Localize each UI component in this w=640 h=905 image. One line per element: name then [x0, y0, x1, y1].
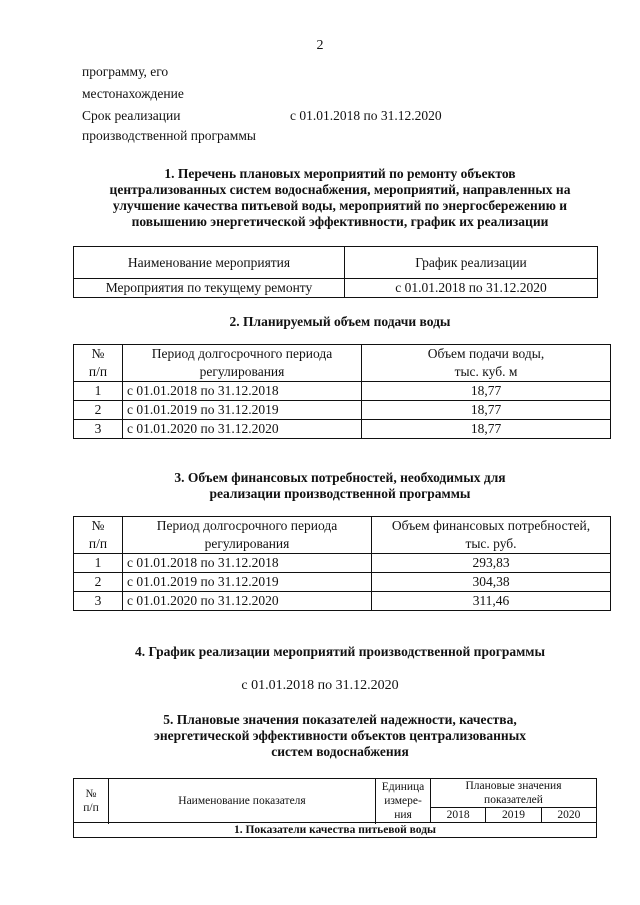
cell-num: 3	[74, 420, 123, 439]
cell-volume: 18,77	[362, 382, 611, 401]
header-indicator: Наименование показателя	[109, 779, 376, 823]
header-num-line: №	[85, 787, 97, 800]
table-row	[74, 279, 598, 298]
table-header-row	[74, 345, 611, 382]
cell-num: 2	[74, 401, 123, 420]
table-row	[74, 401, 611, 420]
section5-table	[73, 778, 597, 838]
header-num-line: п/п	[88, 536, 108, 551]
section5-title-line: энергетической эффективности объектов централизованных	[153, 728, 526, 743]
cell-period: с 01.01.2018 по 31.12.2018	[123, 382, 362, 401]
header-volume	[362, 345, 611, 382]
table-row	[74, 592, 611, 611]
cell-num: 3	[74, 592, 123, 611]
intro-line-1: программу, его	[82, 64, 169, 79]
table-row	[74, 573, 611, 592]
cell-num: 1	[74, 382, 123, 401]
header-period-line: регулирования	[199, 364, 285, 379]
table-row	[74, 420, 611, 439]
cell-finance: 304,38	[372, 573, 611, 592]
table-header-row	[74, 517, 611, 554]
cell-num: 2	[74, 573, 123, 592]
header-period-line: Период долгосрочного периода	[151, 346, 333, 361]
section3-table	[73, 516, 611, 611]
table-header-row	[74, 247, 598, 279]
cell-finance: 293,83	[372, 554, 611, 573]
section3-title-line: реализации производственной программы	[209, 486, 471, 501]
term-value: с 01.01.2018 по 31.12.2020	[290, 108, 442, 123]
header-period-line: Период долгосрочного периода	[156, 518, 338, 533]
header-num-line: п/п	[83, 801, 99, 814]
header-year: 2018	[431, 808, 486, 823]
table-subheader-row	[74, 823, 597, 838]
cell-volume: 18,77	[362, 420, 611, 439]
header-plan-line: показателей	[484, 794, 543, 806]
section1-title-line: повышению энергетической эффективности, график их реализации	[131, 214, 549, 229]
header-measure: Наименование мероприятия	[74, 247, 345, 279]
section1-title-line: 1. Перечень плановых мероприятий по ремонту объектов	[164, 166, 516, 181]
cell-period: с 01.01.2020 по 31.12.2020	[123, 420, 362, 439]
cell-num: 1	[74, 554, 123, 573]
section2-table	[73, 344, 611, 439]
header-plan-line: Плановые значения	[465, 780, 562, 792]
term-label: Срок реализации	[82, 108, 181, 123]
cell-period: с 01.01.2018 по 31.12.2018	[123, 554, 372, 573]
header-volume-line: тыс. куб. м	[454, 364, 518, 379]
section4-title: 4. График реализации мероприятий производственной программы	[134, 644, 546, 659]
header-unit-line: Единица	[381, 780, 425, 793]
section1-title-line: улучшение качества питьевой воды, мероприятий по энергосбережению и	[112, 198, 568, 213]
section3-title	[60, 470, 620, 502]
header-volume-line: Объем подачи воды,	[427, 346, 545, 361]
header-num	[74, 779, 109, 823]
section4-period: с 01.01.2018 по 31.12.2020	[241, 678, 399, 693]
header-plan	[431, 779, 597, 808]
header-num-line: п/п	[88, 364, 108, 379]
cell-volume: 18,77	[362, 401, 611, 420]
term-label-2: производственной программы	[82, 128, 256, 143]
header-num	[74, 345, 123, 382]
section5-title-line: 5. Плановые значения показателей надежности, качества,	[163, 712, 517, 727]
table-row	[74, 554, 611, 573]
cell-period: с 01.01.2019 по 31.12.2019	[123, 573, 372, 592]
header-finance-line: Объем финансовых потребностей,	[391, 518, 591, 533]
section1-table	[73, 246, 598, 298]
section1-title-line: централизованных систем водоснабжения, мероприятий, направленных на	[109, 182, 571, 197]
header-finance-line: тыс. руб.	[465, 536, 517, 551]
cell-measure: Мероприятия по текущему ремонту	[74, 279, 345, 298]
section2-title: 2. Планируемый объем подачи воды	[229, 314, 451, 329]
section5-title	[60, 712, 620, 760]
intro-line-2: местонахождение	[82, 86, 184, 101]
header-unit-line: ния	[394, 808, 412, 821]
header-finance	[372, 517, 611, 554]
cell-finance: 311,46	[372, 592, 611, 611]
table-row	[74, 382, 611, 401]
section5-title-line: систем водоснабжения	[271, 744, 409, 759]
header-year: 2019	[486, 808, 541, 823]
header-num	[74, 517, 123, 554]
header-year: 2020	[541, 808, 596, 823]
page-number: 2	[316, 38, 324, 53]
section3-title-line: 3. Объем финансовых потребностей, необходимых для	[174, 470, 506, 485]
header-schedule: График реализации	[345, 247, 598, 279]
header-unit	[376, 779, 431, 823]
header-period-line: регулирования	[204, 536, 290, 551]
header-num-line: №	[91, 346, 105, 361]
header-period	[123, 345, 362, 382]
table-header-row	[74, 779, 597, 808]
header-period	[123, 517, 372, 554]
header-unit-line: измере-	[384, 794, 422, 807]
header-num-line: №	[91, 518, 105, 533]
cell-schedule: с 01.01.2018 по 31.12.2020	[345, 279, 598, 298]
cell-period: с 01.01.2019 по 31.12.2019	[123, 401, 362, 420]
subheader-quality: 1. Показатели качества питьевой воды	[74, 823, 597, 838]
section1-title	[60, 166, 620, 230]
cell-period: с 01.01.2020 по 31.12.2020	[123, 592, 372, 611]
